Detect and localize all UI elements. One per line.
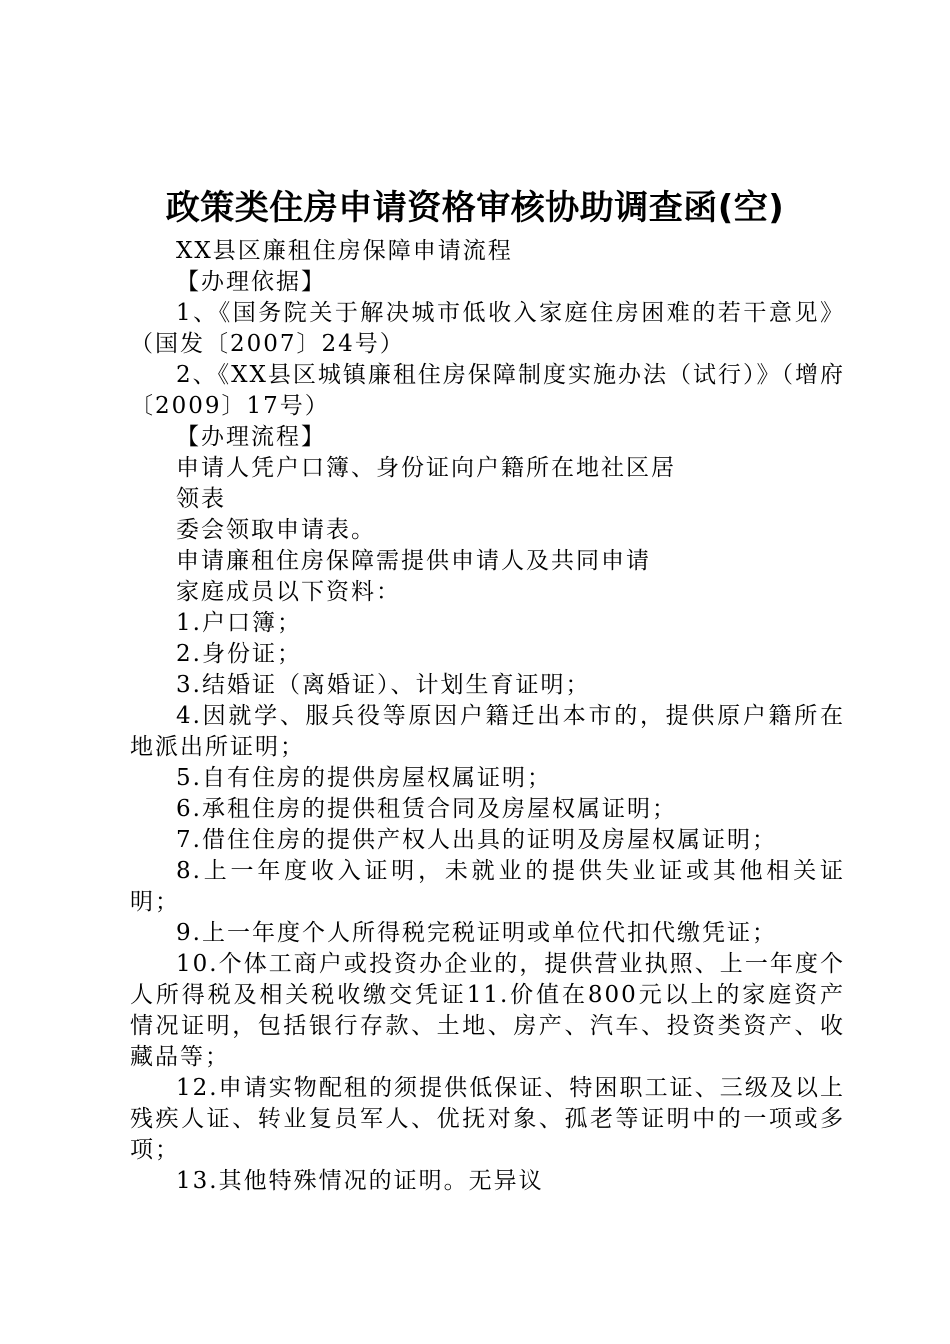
material-item-1: 1.户口簿； (176, 610, 302, 636)
material-item-4: 4.因就学、服兵役等原因户籍迁出本市的，提供原户籍所在地派出所证明； (130, 703, 845, 760)
material-item-9: 9.上一年度个人所得税完税证明或单位代扣代缴凭证； (176, 920, 777, 946)
material-item-12: 12.申请实物配租的须提供低保证、特困职工证、三级及以上残疾人证、转业复员军人、优抚对象、孤老等证明中的一项或多项； (130, 1075, 845, 1163)
material-item-8: 8.上一年度收入证明，未就业的提供失业证或其他相关证明； (130, 858, 845, 915)
material-item-3: 3.结婚证（离婚证）、计划生育证明； (176, 672, 591, 698)
material-item-2: 2.身份证； (176, 641, 302, 667)
material-item-6: 6.承租住房的提供租赁合同及房屋权属证明； (176, 796, 677, 822)
basis-item-1: 1、《国务院关于解决城市低收入家庭住房困难的若干意见》（国发〔2007〕24号） (130, 300, 845, 357)
basis-item-2: 2、《XX县区城镇廉租住房保障制度实施办法（试行）》（增府〔2009〕17号） (130, 362, 845, 419)
document-body (130, 236, 845, 1197)
process-step-3: 委会领取申请表。 (176, 517, 376, 543)
process-step-4: 申请廉租住房保障需提供申请人及共同申请 (176, 548, 651, 574)
material-item-5: 5.自有住房的提供房屋权属证明； (176, 765, 552, 791)
process-step-5: 家庭成员以下资料： (176, 579, 401, 605)
document-title: 政策类住房申请资格审核协助调查函(空) (165, 188, 785, 228)
section-heading-basis: 【办理依据】 (176, 269, 326, 295)
material-item-7: 7.借住住房的提供产权人出具的证明及房屋权属证明； (176, 827, 777, 853)
process-step-1: 申请人凭户口簿、身份证向户籍所在地社区居 (176, 455, 676, 481)
section-heading-process: 【办理流程】 (176, 424, 326, 450)
material-item-10: 10.个体工商户或投资办企业的，提供营业执照、上一年度个人所得税及相关税收缴交凭证11.价值在800元以上的家庭资产情况证明，包括银行存款、土地、房产、汽车、投资类资产、收藏品等； (130, 951, 845, 1070)
material-item-13: 13.其他特殊情况的证明。无异议 (176, 1168, 544, 1194)
process-step-2: 领表 (176, 486, 226, 512)
paragraph-intro: XX县区廉租住房保障申请流程 (176, 238, 513, 264)
